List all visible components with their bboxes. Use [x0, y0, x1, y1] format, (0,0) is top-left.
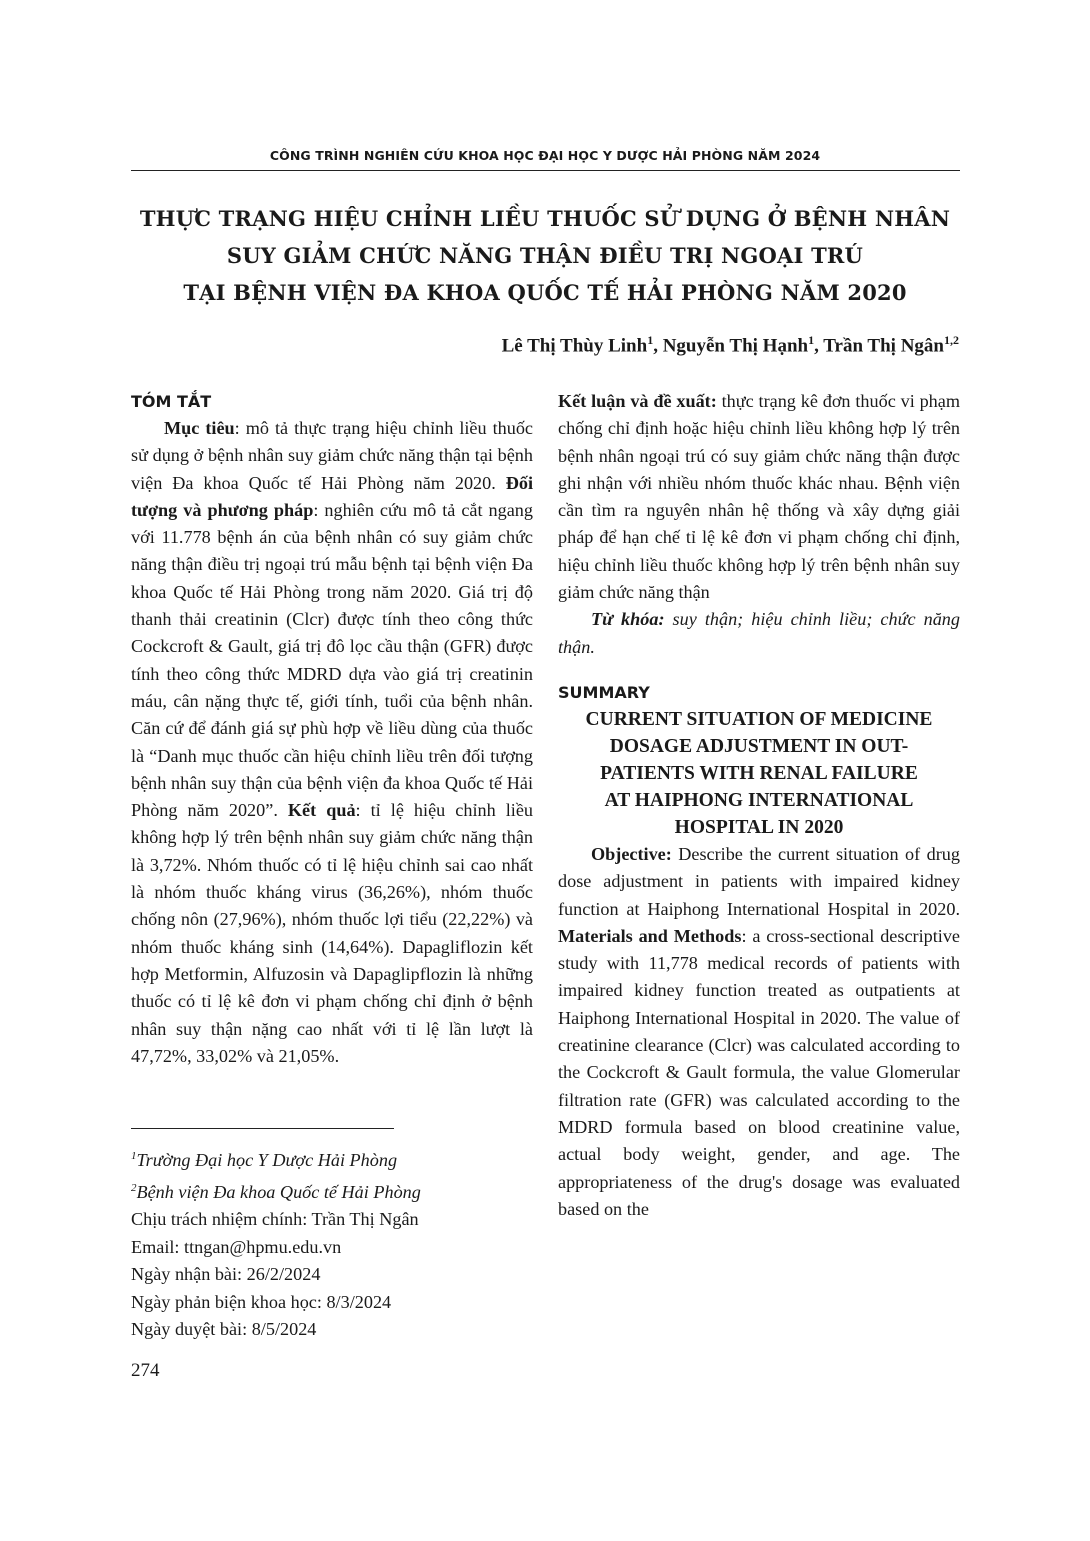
author-separator: ,: [653, 335, 663, 357]
affiliation-2: [131, 1175, 533, 1207]
page-number: 274: [131, 1360, 160, 1381]
affiliation-sup: 2: [131, 1181, 137, 1194]
email: Email: ttngan@hpmu.edu.vn: [131, 1236, 342, 1257]
affiliation-text: Bệnh viện Đa khoa Quốc tế Hải Phòng: [136, 1181, 421, 1202]
abstract-text: thực trạng kê đơn thuốc vi phạm chống chỉ định hoặc hiệu chỉnh liều không hợp lý trên bệnh nhân ngoại trú có suy giảm chức năng thận được ghi nhận với nhiều nhóm thuốc khác nhau. Bệnh viện cần tìm ra nguyên nhân hệ thống và xây dựng giải pháp để hạn chế tỉ lệ kê đơn vi phạm chống chỉ định, hiệu chỉnh liều thuốc không hợp lý trên bệnh nhân suy giảm chức năng thận: [558, 391, 960, 603]
abstract-text: : mô tả thực trạng hiệu chỉnh liều thuốc sử dụng ở bệnh nhân suy giảm chức năng thận tại bệnh viện Đa khoa Quốc tế Hải Phòng năm 2020.: [131, 418, 534, 493]
title-line-2: SUY GIẢM CHỨC NĂNG THẬN ĐIỀU TRỊ NGOẠI TRÚ: [226, 243, 864, 268]
keywords-text-vi: suy thận; hiệu chỉnh liều; chức năng thận.: [558, 609, 960, 657]
summary-title: [558, 706, 960, 841]
author-separator: ,: [814, 335, 824, 357]
summary-body: [558, 841, 960, 1223]
running-header: CÔNG TRÌNH NGHIÊN CỨU KHOA HỌC ĐẠI HỌC Y DƯỢC HẢI PHÒNG NĂM 2024: [269, 148, 821, 163]
summary-text: Describe the current situation of drug dose adjustment in patients with impaired kidney function at Haiphong International Hospital in 2020.: [558, 843, 960, 919]
title-line-1: THỰC TRẠNG HIỆU CHỈNH LIỀU THUỐC SỬ DỤNG Ở BỆNH NHÂN: [139, 206, 951, 231]
author-affiliation-sup: 1: [808, 333, 815, 347]
author-name: Nguyễn Thị Hạnh: [662, 335, 809, 357]
author-name: Trần Thị Ngân: [823, 335, 944, 357]
corresponding-author: Chịu trách nhiệm chính: Trần Thị Ngân: [131, 1209, 419, 1230]
footnotes: [131, 1143, 533, 1344]
objective-label-en: Objective:: [591, 843, 672, 864]
author-affiliation-sup: 1,2: [944, 333, 959, 347]
methods-label-vi: Đối tượng và phương pháp: [131, 472, 533, 520]
abstract-body-vi: [131, 415, 533, 1070]
abstract-text: : tỉ lệ hiệu chỉnh liều không hợp lý trên bệnh nhân suy giảm chức năng thận là 3,72%. Nhóm thuốc có tỉ lệ hiệu chỉnh sai cao nhất là nhóm thuốc kháng virus (36,26%), nhóm thuốc chống nôn (27,96%), nhóm thuốc lợi tiểu (22,22%) và nhóm thuốc kháng sinh (14,64%). Dapagliflozin kết hợp Metformin, Alfuzosin và Dapaglipflozin là những thuốc có tỉ lệ kê đơn vi phạm chống chỉ định ở bệnh nhân suy thận nặng cao nhất với tỉ lệ lần lượt là 47,72%, 33,02% và 21,05%.: [131, 800, 533, 1066]
objective-label-vi: Mục tiêu: [164, 418, 235, 438]
summary-title-line-5: HOSPITAL IN 2020: [674, 816, 844, 838]
summary-title-line-3: PATIENTS WITH RENAL FAILURE: [600, 762, 918, 784]
right-column: [558, 388, 960, 1223]
abstract-heading: TÓM TẮT: [131, 392, 212, 411]
date-accepted: Ngày duyệt bài: 8/5/2024: [131, 1319, 317, 1340]
affiliation-text: Trường Đại học Y Dược Hải Phòng: [136, 1150, 398, 1171]
conclusion-label-vi: Kết luận và đề xuất:: [558, 391, 717, 411]
keywords-vi: [558, 606, 960, 661]
header-rule: [131, 170, 960, 171]
abstract-text: : nghiên cứu mô tả cắt ngang với 11.778 bệnh án của bệnh nhân có suy giảm chức năng thận điều trị ngoại trú mẫu bệnh tại bệnh viện Đa khoa Quốc tế Hải Phòng trong năm 2020. Giá trị độ thanh thải creatinin (Clcr) được tính theo công thức Cockcroft & Gault, giá trị đô lọc cầu thận (GFR) được tính theo công thức MDRD dựa vào giá trị creatinin máu, cân nặng thực tế, giới tính, tuổi của bệnh nhân. Căn cứ để đánh giá sự phù hợp về liều dùng của thuốc là “Danh mục thuốc cần hiệu chỉnh liều trên đối tượng bệnh nhân suy thận của bệnh viện đa khoa Quốc tế Hải Phòng năm 2020”.: [131, 499, 533, 821]
author-list: [502, 333, 959, 357]
date-received: Ngày nhận bài: 26/2/2024: [131, 1264, 321, 1285]
summary-text: : a cross-sectional descriptive study with 11,778 medical records of patients with impaired kidney function treated as outpatients at Haiphong International Hospital in 2020. The value of creatinine clearance (Clcr) was calculated according to the Cockcroft & Gault formula, the value Glomerular filtration rate (GFR) was calculated according to the MDRD formula based on blood creatinine value, actual body weight, gender, and age. The appropriateness of the drug's dosage was evaluated based on the: [558, 925, 961, 1219]
abstract-body-vi-continued: [558, 388, 960, 606]
summary-title-line-4: AT HAIPHONG INTERNATIONAL: [604, 789, 914, 811]
date-reviewed: Ngày phản biện khoa học: 8/3/2024: [131, 1291, 392, 1312]
summary-heading: SUMMARY: [558, 682, 650, 702]
title-line-3: TẠI BỆNH VIỆN ĐA KHOA QUỐC TẾ HẢI PHÒNG NĂM 2020: [183, 280, 907, 305]
left-column: [131, 388, 533, 1070]
affiliation-1: [131, 1143, 533, 1175]
methods-label-en: Materials and Methods: [558, 925, 742, 946]
summary-title-line-2: DOSAGE ADJUSTMENT IN OUT-: [609, 735, 909, 757]
article-title: [100, 200, 990, 311]
footnote-rule: [131, 1128, 394, 1129]
affiliation-sup: 1: [131, 1150, 137, 1162]
results-label-vi: Kết quả: [287, 800, 356, 821]
keywords-label-vi: Từ khóa:: [591, 609, 665, 630]
author-affiliation-sup: 1: [647, 333, 654, 347]
summary-title-line-1: CURRENT SITUATION OF MEDICINE: [585, 708, 933, 730]
author-name: Lê Thị Thùy Linh: [501, 335, 648, 357]
